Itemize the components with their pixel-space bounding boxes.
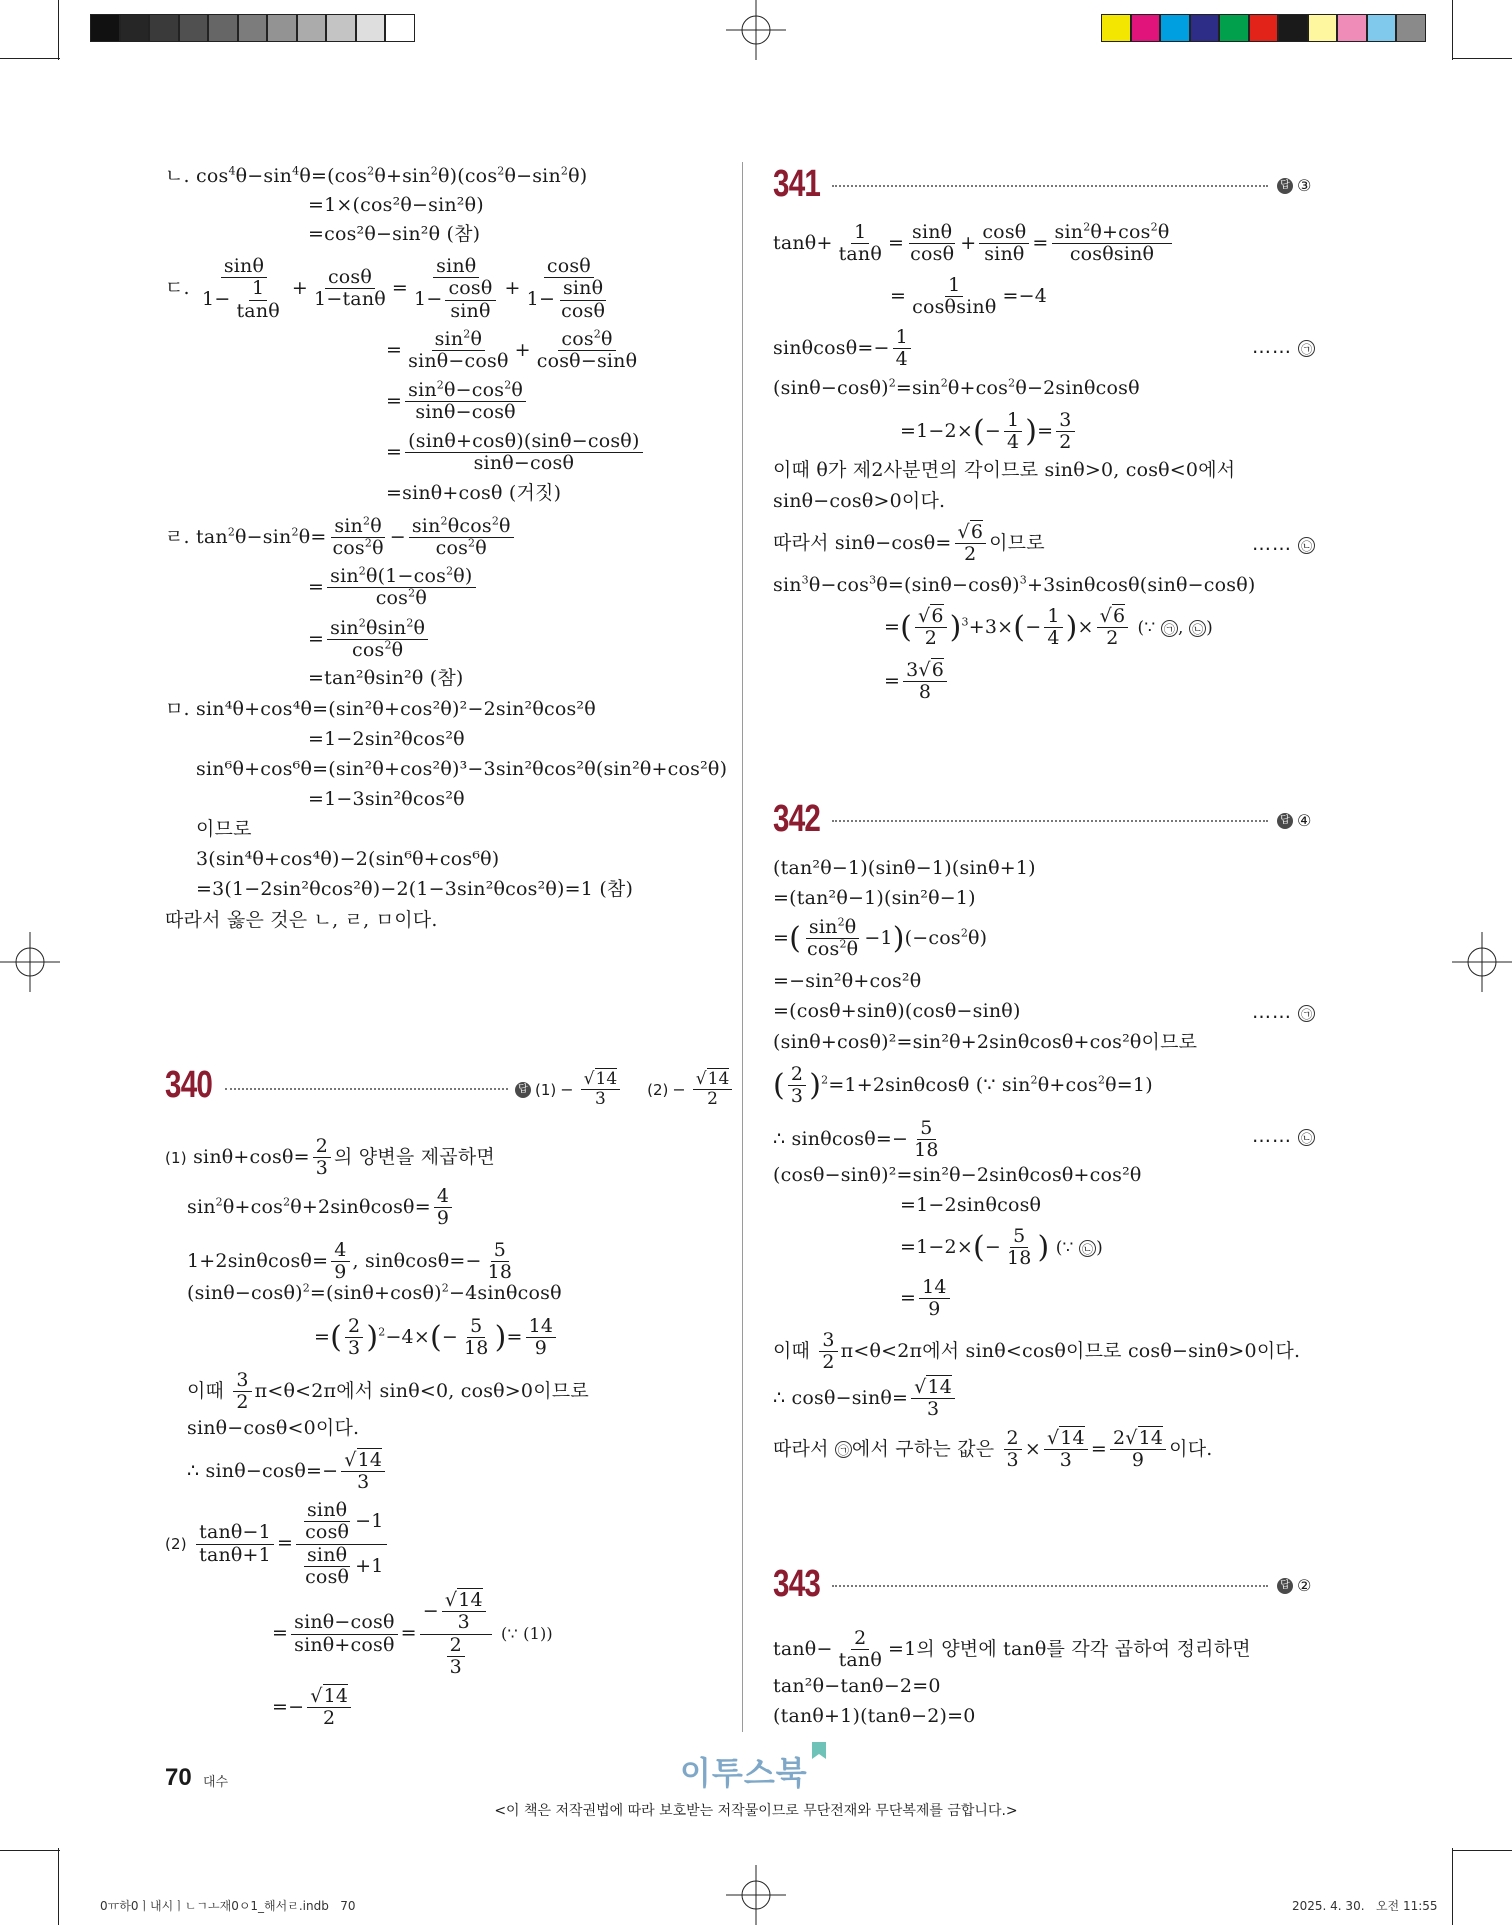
problem-number-343: 343 bbox=[773, 1563, 821, 1605]
p342-mark1: …… ㉠ bbox=[1252, 1000, 1315, 1024]
p341-line9: $\sin^3\theta-\cos^3\theta=(\sin\theta-\cos\theta)^3+3\sin\theta\cos\theta(\sin\theta-\cos\theta)$ bbox=[773, 573, 1256, 596]
p342-line2: =(tan²θ−1)(sin²θ−1) bbox=[773, 887, 976, 909]
answer-badge: 답 bbox=[1277, 178, 1293, 194]
p341-line8: 따라서 sinθ−cosθ= $\frac{√6}{2}$ 이므로 bbox=[773, 521, 1045, 566]
p340-line11: =− $\frac{√14}{2}$ bbox=[272, 1686, 354, 1730]
item-m-line2: =1−2sin²θcos²θ bbox=[308, 728, 465, 750]
color-swatch bbox=[267, 14, 297, 42]
color-swatch bbox=[297, 14, 327, 42]
registration-mark-bottom bbox=[726, 1865, 786, 1925]
p341-mark2: …… ㉡ bbox=[1252, 532, 1315, 556]
p343-line2: tan²θ−tanθ−2=0 bbox=[773, 1675, 941, 1697]
item-m-line4: =1−3sin²θcos²θ bbox=[308, 788, 465, 810]
p340-line10: = $\frac{\sin\theta-\cos\theta}{\sin\theta+\cos\theta}$ = − $\frac{√14}{3}$ $\frac{2}{3}$ (∵ (1)) bbox=[272, 1589, 553, 1678]
p341-line2: = $\frac{1}{\cos\theta\sin\theta}$ =−4 bbox=[890, 274, 1048, 319]
p341-line4: $(\sin\theta-\cos\theta)^2=\sin^2\theta+\cos^2\theta-2\sin\theta\cos\theta$ bbox=[773, 376, 1140, 399]
crop-mark bbox=[0, 58, 60, 59]
p342-line1: (tan²θ−1)(sinθ−1)(sinθ+1) bbox=[773, 857, 1036, 879]
color-swatch bbox=[120, 14, 150, 42]
p340-line8: ∴ sinθ−cosθ=− $\frac{√14}{3}$ bbox=[187, 1450, 388, 1494]
p340-line3: 1+2sinθcosθ= $\frac{4}{9}$ , sinθcosθ=− $\frac{5}{18}$ bbox=[187, 1239, 513, 1284]
p342-line8: ∴ sinθcosθ=− $\frac{5}{18}$ bbox=[773, 1117, 939, 1162]
column-divider bbox=[742, 162, 743, 1732]
leader-dots bbox=[832, 185, 1268, 187]
p342-line11: =1−2×(− $\frac{5}{18}$ ) (∵ ㉡ ) bbox=[900, 1225, 1103, 1270]
answer-badge: 답 bbox=[515, 1082, 531, 1098]
problem-number-342: 342 bbox=[773, 798, 821, 840]
copyright-notice: <이 책은 저작권법에 따라 보호받는 저작물이므로 무단전재와 무단복제를 금합니다.> bbox=[494, 1803, 1018, 1819]
p343-line3: (tanθ+1)(tanθ−2)=0 bbox=[773, 1705, 976, 1727]
p342-line13: 이때 $\frac{3}{2}$ π<θ<2π에서 sinθ<cosθ이므로 cosθ−sinθ>0이다. bbox=[773, 1329, 1301, 1374]
color-swatch bbox=[1308, 14, 1338, 42]
item-r-line1: ㄹ. $\tan^2\theta-\sin^2\theta=$ $\frac{\sin^2\theta}{\cos^2\theta}$ − $\frac{\sin^2\theta\cos^2\theta}{\cos^2\theta}$ bbox=[165, 516, 517, 560]
color-swatch bbox=[149, 14, 179, 42]
crop-mark bbox=[0, 1850, 60, 1851]
crop-mark bbox=[1452, 1850, 1512, 1851]
color-swatch bbox=[179, 14, 209, 42]
color-swatch bbox=[1131, 14, 1161, 42]
item-d-line4: = $\frac{(\sin\theta+\cos\theta)(\sin\theta-\cos\theta)}{\sin\theta-\cos\theta}$ bbox=[386, 431, 646, 475]
leader-dots bbox=[832, 820, 1268, 822]
item-r-line2: = $\frac{\sin^2\theta(1-\cos^2\theta)}{\cos^2\theta}$ bbox=[308, 566, 479, 610]
crop-mark bbox=[58, 1848, 59, 1925]
item-d-line3: = $\frac{\sin^2\theta-\cos^2\theta}{\sin\theta-\cos\theta}$ bbox=[386, 380, 529, 424]
p340-line7: sinθ−cosθ<0이다. bbox=[187, 1417, 360, 1439]
color-swatch bbox=[90, 14, 120, 42]
p340-line5: =( $\frac{2}{3}$ )$^2$−4×(− $\frac{5}{18}$ )= $\frac{14}{9}$ bbox=[314, 1316, 559, 1360]
color-swatch bbox=[1101, 14, 1131, 42]
item-m-line3: sin⁶θ+cos⁶θ=(sin²θ+cos²θ)³−3sin²θcos²θ(sin²θ+cos²θ) bbox=[196, 758, 728, 780]
p342-line6: (sinθ+cosθ)²=sin²θ+2sinθcosθ+cos²θ이므로 bbox=[773, 1031, 1198, 1053]
color-swatch bbox=[326, 14, 356, 42]
item-r-line3: = $\frac{\sin^2\theta\sin^2\theta}{\cos^2\theta}$ bbox=[308, 618, 431, 662]
crop-mark bbox=[58, 0, 59, 60]
registration-mark-left bbox=[0, 932, 60, 992]
color-swatch bbox=[1396, 14, 1426, 42]
problem-number-341: 341 bbox=[773, 163, 821, 205]
item-d-line2: = $\frac{\sin^2\theta}{\sin\theta-\cos\theta}$ + $\frac{\cos^2\theta}{\cos\theta-\sin\theta}$ bbox=[386, 327, 638, 373]
p342-line12: = $\frac{14}{9}$ bbox=[900, 1277, 953, 1321]
p341-line7: sinθ−cosθ>0이다. bbox=[773, 490, 946, 512]
p340-line4: $(\sin\theta-\cos\theta)^2=(\sin\theta+\cos\theta)^2-4\sin\theta\cos\theta$ bbox=[187, 1281, 562, 1304]
item-n-line2: =1×(cos²θ−sin²θ) bbox=[308, 194, 484, 216]
answer-341: 답 ③ bbox=[1277, 176, 1311, 195]
item-m-line7: =3(1−2sin²θcos²θ)−2(1−3sin²θcos²θ)=1 (참) bbox=[196, 878, 634, 900]
p341-line11: = $\frac{3√6}{8}$ bbox=[884, 660, 950, 704]
crop-mark bbox=[1452, 58, 1512, 59]
item-m-line6: 3(sin⁴θ+cos⁴θ)−2(sin⁶θ+cos⁶θ) bbox=[196, 848, 500, 870]
leader-dots bbox=[225, 1088, 508, 1090]
p341-line5: =1−2×(− $\frac{1}{4}$ )= $\frac{3}{2}$ bbox=[900, 410, 1078, 454]
p340-line9: (2) $\frac{\tan\theta-1}{\tan\theta+1}$ = $\frac{\sin\theta}{\cos\theta}$ −1 $\frac{\sin\theta}{\cos\theta}$ +1 bbox=[165, 1500, 390, 1588]
p341-line3: sinθcosθ=− $\frac{1}{4}$ bbox=[773, 327, 914, 371]
subject-label: 대수 bbox=[203, 1775, 229, 1790]
p341-line1: tanθ+ $\frac{1}{\tan\theta}$ = $\frac{\sin\theta}{\cos\theta}$ + $\frac{\cos\theta}{\sin\theta}$ = $\frac{\sin^2\theta+\cos^2\theta}{\cos\theta\sin\theta}$ bbox=[773, 222, 1175, 266]
p342-line14: ∴ cosθ−sinθ= $\frac{√14}{3}$ bbox=[773, 1377, 958, 1421]
answer-badge: 답 bbox=[1277, 1578, 1293, 1594]
color-swatch bbox=[208, 14, 238, 42]
item-d-line1: ㄷ. sinθ 1− $\frac{1}{\tan\theta}$ + $\frac{\cos\theta}{1-\tan\theta}$ = sinθ 1− $\frac{\cos\theta}{\sin\theta}$ + cosθ 1− $\frac{\sin\theta}{\cos\theta}$ bbox=[165, 255, 606, 322]
p340-line6: 이때 $\frac{3}{2}$ π<θ<2π에서 sinθ<0, cosθ>0이므로 bbox=[187, 1369, 589, 1414]
color-swatch bbox=[1278, 14, 1308, 42]
answer-badge: 답 bbox=[1277, 813, 1293, 829]
color-swatch bbox=[1367, 14, 1397, 42]
crop-mark bbox=[1452, 0, 1453, 60]
p340-line2: $\sin^2\theta+\cos^2\theta+2\sin\theta\cos\theta=$ $\frac{4}{9}$ bbox=[187, 1186, 455, 1230]
color-swatch bbox=[1160, 14, 1190, 42]
registration-mark-right bbox=[1452, 932, 1512, 992]
p341-mark1: …… ㉠ bbox=[1252, 335, 1315, 359]
slug-filename: 0ㅠ하0ㅣ내시ㅣㄴㄱㅗ재0ㅇ1_해서ㄹ.indb 70 bbox=[100, 1899, 356, 1913]
p342-line9: (cosθ−sinθ)²=sin²θ−2sinθcosθ+cos²θ bbox=[773, 1164, 1142, 1186]
answer-340: 답 (1) − $\frac{√14}{3}$ (2) − $\frac{√14}{2}$ bbox=[515, 1070, 735, 1109]
p341-line6: 이때 θ가 제2사분면의 각이므로 sinθ>0, cosθ<0에서 bbox=[773, 459, 1236, 481]
item-d-line5: =sinθ+cosθ (거짓) bbox=[386, 482, 562, 504]
p342-line3: =( $\frac{\sin^2\theta}{\cos^2\theta}$ $-1)(-\cos^2\theta)$ bbox=[773, 915, 988, 961]
p340-line1: (1) sinθ+cosθ= $\frac{2}{3}$ 의 양변을 제곱하면 bbox=[165, 1135, 495, 1180]
p342-line5: =(cosθ+sinθ)(cosθ−sinθ) bbox=[773, 1000, 1021, 1022]
color-swatch bbox=[1249, 14, 1279, 42]
registration-mark-top bbox=[726, 0, 786, 60]
p342-line10: =1−2sinθcosθ bbox=[900, 1194, 1042, 1216]
problem-number-340: 340 bbox=[165, 1064, 213, 1106]
item-m-line5: 이므로 bbox=[196, 818, 252, 840]
bookmark-icon bbox=[812, 1742, 826, 1759]
p342-line4: =−sin²θ+cos²θ bbox=[773, 970, 922, 992]
page-number: 70 bbox=[165, 1764, 192, 1791]
color-swatch bbox=[356, 14, 386, 42]
leader-dots bbox=[832, 1585, 1268, 1587]
p342-line15: 따라서 ㉠ 에서 구하는 값은 $\frac{2}{3}$ × $\frac{√14}{3}$ = $\frac{2√14}{9}$ 이다. bbox=[773, 1427, 1213, 1472]
item-n-line3: =cos²θ−sin²θ (참) bbox=[308, 223, 481, 245]
p342-line7: ( $\frac{2}{3}$ )$^2$=1+2sinθcosθ (∵ $\sin^2\theta+\cos^2\theta=1$) bbox=[773, 1063, 1153, 1108]
crop-mark bbox=[1452, 1848, 1453, 1925]
color-swatch bbox=[238, 14, 268, 42]
item-m-line1: ㅁ. sin⁴θ+cos⁴θ=(sin²θ+cos²θ)²−2sin²θcos²θ bbox=[165, 698, 596, 720]
publisher-watermark: 이투스북 bbox=[680, 1748, 826, 1794]
p342-mark2: …… ㉡ bbox=[1252, 1124, 1315, 1148]
color-swatch bbox=[385, 14, 415, 42]
color-swatch bbox=[1219, 14, 1249, 42]
color-swatch bbox=[1337, 14, 1367, 42]
item-r-line4: =tan²θsin²θ (참) bbox=[308, 667, 464, 689]
item-m-conclusion: 따라서 옳은 것은 ㄴ, ㄹ, ㅁ이다. bbox=[165, 909, 438, 931]
slug-date: 2025. 4. 30. 오전 11:55 bbox=[1292, 1899, 1438, 1913]
p341-line10: =( $\frac{√6}{2}$ )$^3$+3×(− $\frac{1}{4}$ )× $\frac{√6}{2}$ (∵ ㉠ , ㉡ ) bbox=[884, 605, 1214, 650]
color-swatch bbox=[1190, 14, 1220, 42]
answer-343: 답 ② bbox=[1277, 1576, 1311, 1595]
answer-342: 답 ④ bbox=[1277, 811, 1311, 830]
item-n-line1: ㄴ. $\cos^4\theta-\sin^4\theta=(\cos^2\theta+\sin^2\theta)(\cos^2\theta-\sin^2\theta)$ bbox=[165, 164, 588, 187]
p343-line1: tanθ− $\frac{2}{\tan\theta}$ =1의 양변에 tanθ를 각각 곱하여 정리하면 bbox=[773, 1627, 1251, 1672]
